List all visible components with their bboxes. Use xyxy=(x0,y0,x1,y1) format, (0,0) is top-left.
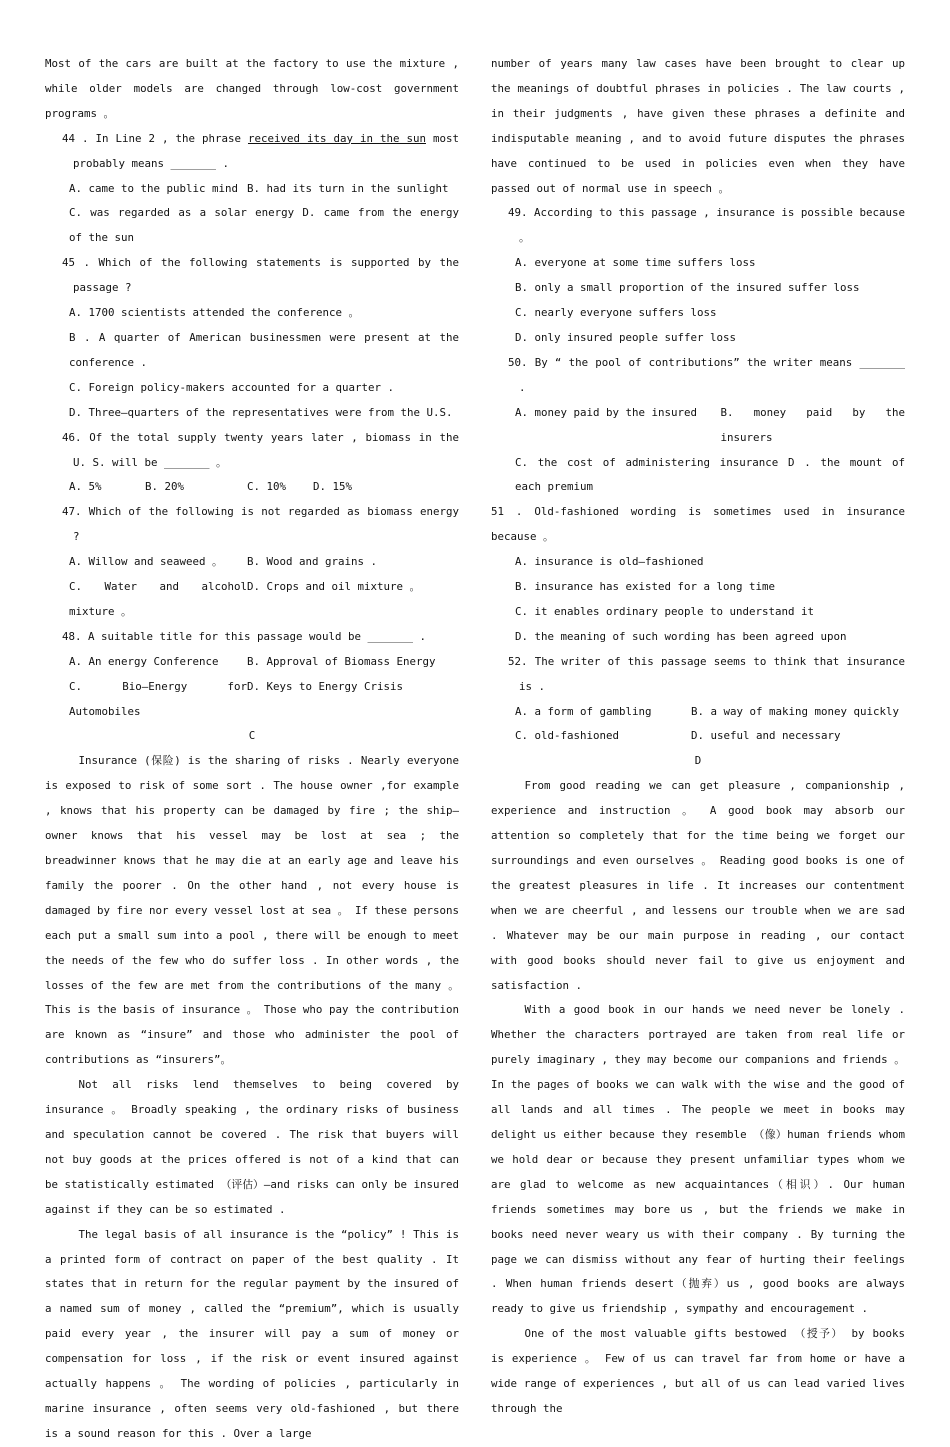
option-row xyxy=(491,700,905,725)
question-44 xyxy=(45,127,459,252)
passage-c-paragraph-2: Not all risks lend themselves to being covered by insurance 。 Broadly speaking , the ordinary risks of business and speculation cannot be covered . The risk that buyers will not buy goods at the prices offered is not of a kind that can be statistically estimated （评估）—and risks can only be insured against if they can be so estimated . xyxy=(45,1078,459,1216)
option-b[interactable]: B. only a small proportion of the insured suffer loss xyxy=(515,281,860,295)
option-b[interactable]: B. had its turn in the sunlight xyxy=(247,181,449,195)
section-heading-d: D xyxy=(694,754,702,768)
passage-d-paragraph-3: One of the most valuable gifts bestowed （授予） by books is experience 。 Few of us can travel far from home or have a wide range of experiences , but all of us can lead varied lives through the xyxy=(491,1327,905,1415)
option-b[interactable]: B . A quarter of American businessmen were present at the conference . xyxy=(69,330,459,369)
right-column xyxy=(491,52,905,1422)
option-d[interactable]: D. Keys to Energy Crisis xyxy=(247,679,404,693)
option-c[interactable]: C. Foreign policy-makers accounted for a quarter . xyxy=(69,380,395,394)
option-b[interactable]: B. 20% xyxy=(145,480,185,494)
option-c[interactable]: C. 10% xyxy=(247,480,287,494)
option-cd[interactable]: C. was regarded as a solar energy D. came from the energy of the sun xyxy=(69,206,459,245)
option-row xyxy=(45,550,459,575)
option-row xyxy=(45,177,459,202)
option-d[interactable]: D. Crops and oil mixture 。 xyxy=(247,580,421,594)
question-50 xyxy=(491,351,905,500)
question-48 xyxy=(45,625,459,725)
option-c[interactable]: C. it enables ordinary people to understand it xyxy=(515,604,815,618)
option-row xyxy=(491,401,905,451)
option-d[interactable]: D. the meaning of such wording has been agreed upon xyxy=(515,629,847,643)
option-a[interactable]: A. 1700 scientists attended the conference 。 xyxy=(69,306,360,320)
option-c[interactable]: C. Bio—Energy for Automobiles xyxy=(69,679,247,718)
option-row xyxy=(491,724,905,749)
option-row xyxy=(45,575,459,625)
option-d[interactable]: D. 15% xyxy=(313,480,353,494)
passage-d-paragraph-2: With a good book in our hands we need never be lonely . Whether the characters portrayed are taken from real life or purely imaginary , they may become our companions and friends 。 In the pages of books we can walk with the wise and the good of all lands and all times . The people we meet in books may delight us either because they resemble （像）human friends whom we hold dear or because they present unfamiliar types whom we are glad to welcome as new acquaintances（相识）. Our human friends sometimes may bore us , but the friends we make in books need never weary us with their company . By turning the page we can dismiss without any fear of hurting their feelings . When human friends desert（抛弃）us , good books are always ready to give us friendship , sympathy and encouragement . xyxy=(491,1003,905,1316)
passage-c-paragraph-3: The legal basis of all insurance is the “policy” ! This is a printed form of contract on paper of the best quality . It states that in return for the regular payment by the insured of a named sum of money , called the “premium”, which is usually paid every year , the insurer will pay a sum of money or compensation for loss , if the risk or event insured against actually happens 。 The wording of policies , particularly in marine insurance , often seems very old-fashioned , but there is a sound reason for this . Over a large xyxy=(45,1227,459,1440)
question-stem: 51 . Old-fashioned wording is sometimes used in insurance because 。 xyxy=(491,505,905,544)
question-stem: 50. By “ the pool of contributions” the writer means _______ . xyxy=(508,355,905,394)
question-stem: 47. Which of the following is not regarded as biomass energy ? xyxy=(62,505,459,544)
question-stem: 48. A suitable title for this passage would be _______ . xyxy=(62,629,427,643)
question-stem: 52. The writer of this passage seems to think that insurance is . xyxy=(508,654,905,693)
passage-c-paragraph-1: Insurance (保险) is the sharing of risks . Nearly everyone is exposed to risk of some sort . The house owner ,for example , knows that his property can be damaged by fire ; the ship—owner knows that his vessel may be lost at sea ; the breadwinner knows that he may die at an early age and leave his family the poorer . On the other hand , not every house is damaged by fire nor every vessel lost at sea 。 If these persons each put a small sum into a pool , there will be enough to meet the needs of the few who do suffer loss . In other words , the losses of the few are met from the contributions of the many 。 This is the basis of insurance 。 Those who pay the contribution are known as “insure” and those who administer the pool of contributions as “insurers”。 xyxy=(45,754,459,1067)
option-row xyxy=(45,475,459,500)
option-c[interactable]: C. Water and alcohol mixture 。 xyxy=(69,580,247,618)
stem-text: 44 . In Line 2 , the phrase xyxy=(62,131,248,145)
question-49 xyxy=(491,201,905,350)
option-c[interactable]: C. nearly everyone suffers loss xyxy=(515,306,717,320)
option-a[interactable]: A. everyone at some time suffers loss xyxy=(515,256,756,270)
passage-b-ending: Most of the cars are built at the factory to use the mixture , while older models are changed through low-cost government programs 。 xyxy=(45,57,459,120)
option-row xyxy=(45,650,459,675)
question-stem: 45 . Which of the following statements is supported by the passage ? xyxy=(62,256,459,295)
option-b[interactable]: B. Wood and grains . xyxy=(247,555,378,569)
option-a[interactable]: A. money paid by the insured xyxy=(515,405,698,419)
option-d[interactable]: D. only insured people suffer loss xyxy=(515,330,737,344)
question-stem xyxy=(45,127,459,177)
question-stem: 46. Of the total supply twenty years later , biomass in the U. S. will be _______ 。 xyxy=(62,430,459,469)
option-a[interactable]: A. 5% xyxy=(69,480,102,494)
option-c[interactable]: C. old-fashioned xyxy=(515,729,620,743)
question-51 xyxy=(491,500,905,649)
option-b[interactable]: B. Approval of Biomass Energy xyxy=(247,654,436,668)
option-b[interactable]: B. insurance has existed for a long time xyxy=(515,580,776,594)
option-row xyxy=(45,675,459,725)
section-heading-c: C xyxy=(248,729,256,743)
option-a[interactable]: A. a form of gambling xyxy=(515,704,652,718)
option-a[interactable]: A. Willow and seaweed 。 xyxy=(69,555,223,569)
question-47 xyxy=(45,500,459,625)
option-b[interactable]: B. money paid by the insurers xyxy=(720,405,905,444)
underlined-phrase: received its day in the sun xyxy=(247,131,426,145)
option-a[interactable]: A. An energy Conference xyxy=(69,654,219,668)
left-column xyxy=(45,52,459,1447)
option-d[interactable]: D. useful and necessary xyxy=(691,729,841,743)
option-a[interactable]: A. came to the public mind xyxy=(69,181,239,195)
question-stem: 49. According to this passage , insurance is possible because 。 xyxy=(508,206,905,245)
stem-text: most probably means _______ . xyxy=(73,131,459,170)
passage-c-paragraph-3-continued: number of years many law cases have been brought to clear up the meanings of doubtful phrases in policies . The law courts , in their judgments , have given these phrases a definite and indisputable meaning , and to avoid future disputes the phrases have continued to be used in policies even when they have passed out of normal use in speech 。 xyxy=(491,57,905,195)
option-cd[interactable]: C. the cost of administering insurance D . the mount of each premium xyxy=(515,455,905,494)
option-a[interactable]: A. insurance is old—fashioned xyxy=(515,555,704,569)
question-45 xyxy=(45,251,459,425)
option-b[interactable]: B. a way of making money quickly xyxy=(691,704,900,718)
option-d[interactable]: D. Three—quarters of the representatives were from the U.S. xyxy=(69,405,453,419)
question-46 xyxy=(45,426,459,501)
passage-d-paragraph-1: From good reading we can get pleasure , companionship , experience and instruction 。 A good book may absorb our attention so completely that for the time being we forget our surroundings and even ourselves 。 Reading good books is one of the greatest pleasures in life . It increases our contentment when we are cheerful , and lessens our trouble when we are sad . Whatever may be our main purpose in reading , our contact with good books should never fail to give us enjoyment and satisfaction . xyxy=(491,779,905,992)
question-52 xyxy=(491,650,905,750)
